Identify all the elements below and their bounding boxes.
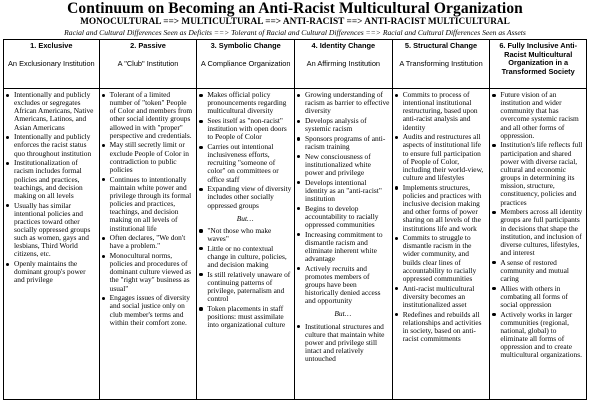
list-item: Often declares, "We don't have a problem.": [101, 234, 195, 250]
but-separator: But…: [236, 213, 254, 223]
list-item: Expanding view of diversity includes other socially oppressed groups: [198, 185, 292, 209]
column-header: [295, 40, 392, 89]
list-item: May still secretly limit or exclude People of Color in contradiction to public policies: [101, 141, 195, 174]
list-item: Institution's life reflects full participation and shared power with diverse racial, cultural and economic groups in determining its mission, structure, constituency, policies and practices: [491, 141, 584, 206]
list-item: "Not those who make waves": [198, 227, 292, 243]
list-item: Usually has similar intentional policies and practices toward other socially oppressed groups such as women, gays and lesbians, Third World citizens, etc.: [5, 202, 97, 259]
list-item: Sponsors programs of anti-racism training: [296, 135, 390, 151]
column-fully-inclusive: [490, 40, 586, 399]
list-item: Tolerant of a limited number of "token" People of Color and members from other social identity groups allowed in with "proper" perspective and credentials.: [101, 91, 195, 140]
list-item: Continues to intentionally maintain white power and privilege through its formal policies and practices, teachings, and decision making on all levels of institutional life: [101, 176, 195, 233]
list-item: Begins to develop accountability to racially oppressed communities: [296, 205, 390, 229]
column-symbolic-change: [197, 40, 295, 399]
list-item: Redefines and rebuilds all relationships and activities in society, based on anti-racist commitments: [394, 311, 488, 344]
list-item: Is still relatively unaware of continuing patterns of privilege, paternalism and control: [198, 271, 292, 304]
list-item: Future vision of an institution and wider community that has overcome systemic racism and all other forms of oppression.: [491, 91, 584, 140]
list-item: Intentionally and publicly enforces the racist status quo throughout institution: [5, 133, 97, 157]
list-item: Carries out intentional inclusiveness efforts, recruiting "someone of color" on committees or office staff: [198, 143, 292, 184]
column-header: [197, 40, 294, 89]
continuum-spectrum: MONOCULTURAL ==> MULTICULTURAL ==> ANTI-RACIST ==> ANTI-RACIST MULTICULTURAL: [80, 17, 510, 27]
list-item: Makes official policy pronouncements regarding multicultural diversity: [198, 91, 292, 115]
document-title: Continuum on Becoming an Anti-Racist Multicultural Organization: [67, 0, 523, 17]
list-item: Monocultural norms, policies and procedures of dominant culture viewed as the "right way" business as usual": [101, 252, 195, 293]
list-item: Actively works in larger communities (regional, national, global) to eliminate all forms of oppression and to create multicultural organizations.: [491, 311, 584, 360]
list-item: Implements structures, policies and practices with inclusive decision making and other forms of power sharing on all levels of the institutions life and work: [394, 184, 488, 233]
stage-label: 5. Structural Change: [404, 41, 478, 50]
list-item: Engages issues of diversity and social justice only on club member's terms and within their comfort zone.: [101, 294, 195, 327]
stage-name: A Compliance Organization: [200, 58, 291, 68]
list-item: Audits and restructures all aspects of institutional life to ensure full participation of People of Color, including their world-view, culture and lifestyles: [394, 133, 488, 182]
list-item: Growing understanding of racism as barrier to effective diversity: [296, 91, 390, 115]
list-item: Token placements in staff positions: must assimilate into organizational culture: [198, 305, 292, 329]
stage-name: An Affirming Institution: [306, 58, 381, 68]
stage-name: An Exclusionary Institution: [7, 58, 95, 68]
stage-label: 1. Exclusive: [30, 41, 73, 50]
stage-name: A Transforming Institution: [399, 58, 483, 68]
list-item: A sense of restored community and mutual caring: [491, 259, 584, 283]
list-item: Openly maintains the dominant group's power and privilege: [5, 260, 97, 284]
column-header: [393, 40, 490, 89]
list-item: Commits to struggle to dismantle racism in the wider community, and builds clear lines of accountability to racially oppressed communities: [394, 234, 488, 283]
list-item: Intentionally and publicly excludes or segregates African Americans, Native Americans, Latinos, and Asian Americans: [5, 91, 97, 132]
but-separator: But…: [334, 309, 352, 319]
stage-label: 6. Fully Inclusive Anti-Racist Multicultural Organization in a Transformed Society: [499, 41, 578, 76]
list-item: Develops analysis of systemic racism: [296, 117, 390, 133]
column-header: [4, 40, 99, 89]
column-structural-change: [393, 40, 491, 399]
column-exclusive: [4, 40, 100, 399]
stage-label: 4. Identity Change: [311, 41, 376, 50]
stage-name: A "Club" Institution: [117, 58, 179, 68]
column-header: [490, 40, 586, 89]
column-passive: [100, 40, 198, 399]
list-item: Little or no contextual change in culture, policies, and decision making: [198, 245, 292, 269]
stage-label: 2. Passive: [130, 41, 166, 50]
list-item: New consciousness of institutionalized white power and privilege: [296, 153, 390, 177]
list-item: Members across all identity groups are full participants in decisions that shape the institution, and inclusion of diverse cultures, lifestyles, and interest: [491, 208, 584, 257]
list-item: Institutional structures and culture that maintain white power and privilege still intact and relatively untouched: [296, 323, 390, 364]
list-item: Commits to process of intentional institutional restructuring, based upon anti-racist analysis and identity: [394, 91, 488, 132]
continuum-subtitle: Racial and Cultural Differences Seen as Deficits ==> Tolerant of Racial and Cultural Differences ==> Racial and Cultural Differences Seen as Assets: [64, 28, 526, 37]
list-item: Develops intentional identity as an "anti-racist" institution: [296, 179, 390, 203]
list-item: Sees itself as "non-racist" institution with open doors to People of Color: [198, 117, 292, 141]
list-item: Anti-racist multicultural diversity becomes an institutionalized asset: [394, 285, 488, 309]
column-header: [100, 40, 197, 89]
continuum-table: [3, 39, 587, 400]
list-item: Allies with others in combating all forms of social oppression: [491, 285, 584, 309]
list-item: Actively recruits and promotes members of groups have been historically denied access and opportunity: [296, 265, 390, 306]
list-item: Increasing commitment to dismantle racism and eliminate inherent white advantage: [296, 231, 390, 264]
list-item: Institutionalization of racism includes formal policies and practices, teachings, and decision making on all levels: [5, 159, 97, 200]
stage-label: 3. Symbolic Change: [210, 41, 281, 50]
column-identity-change: [295, 40, 393, 399]
